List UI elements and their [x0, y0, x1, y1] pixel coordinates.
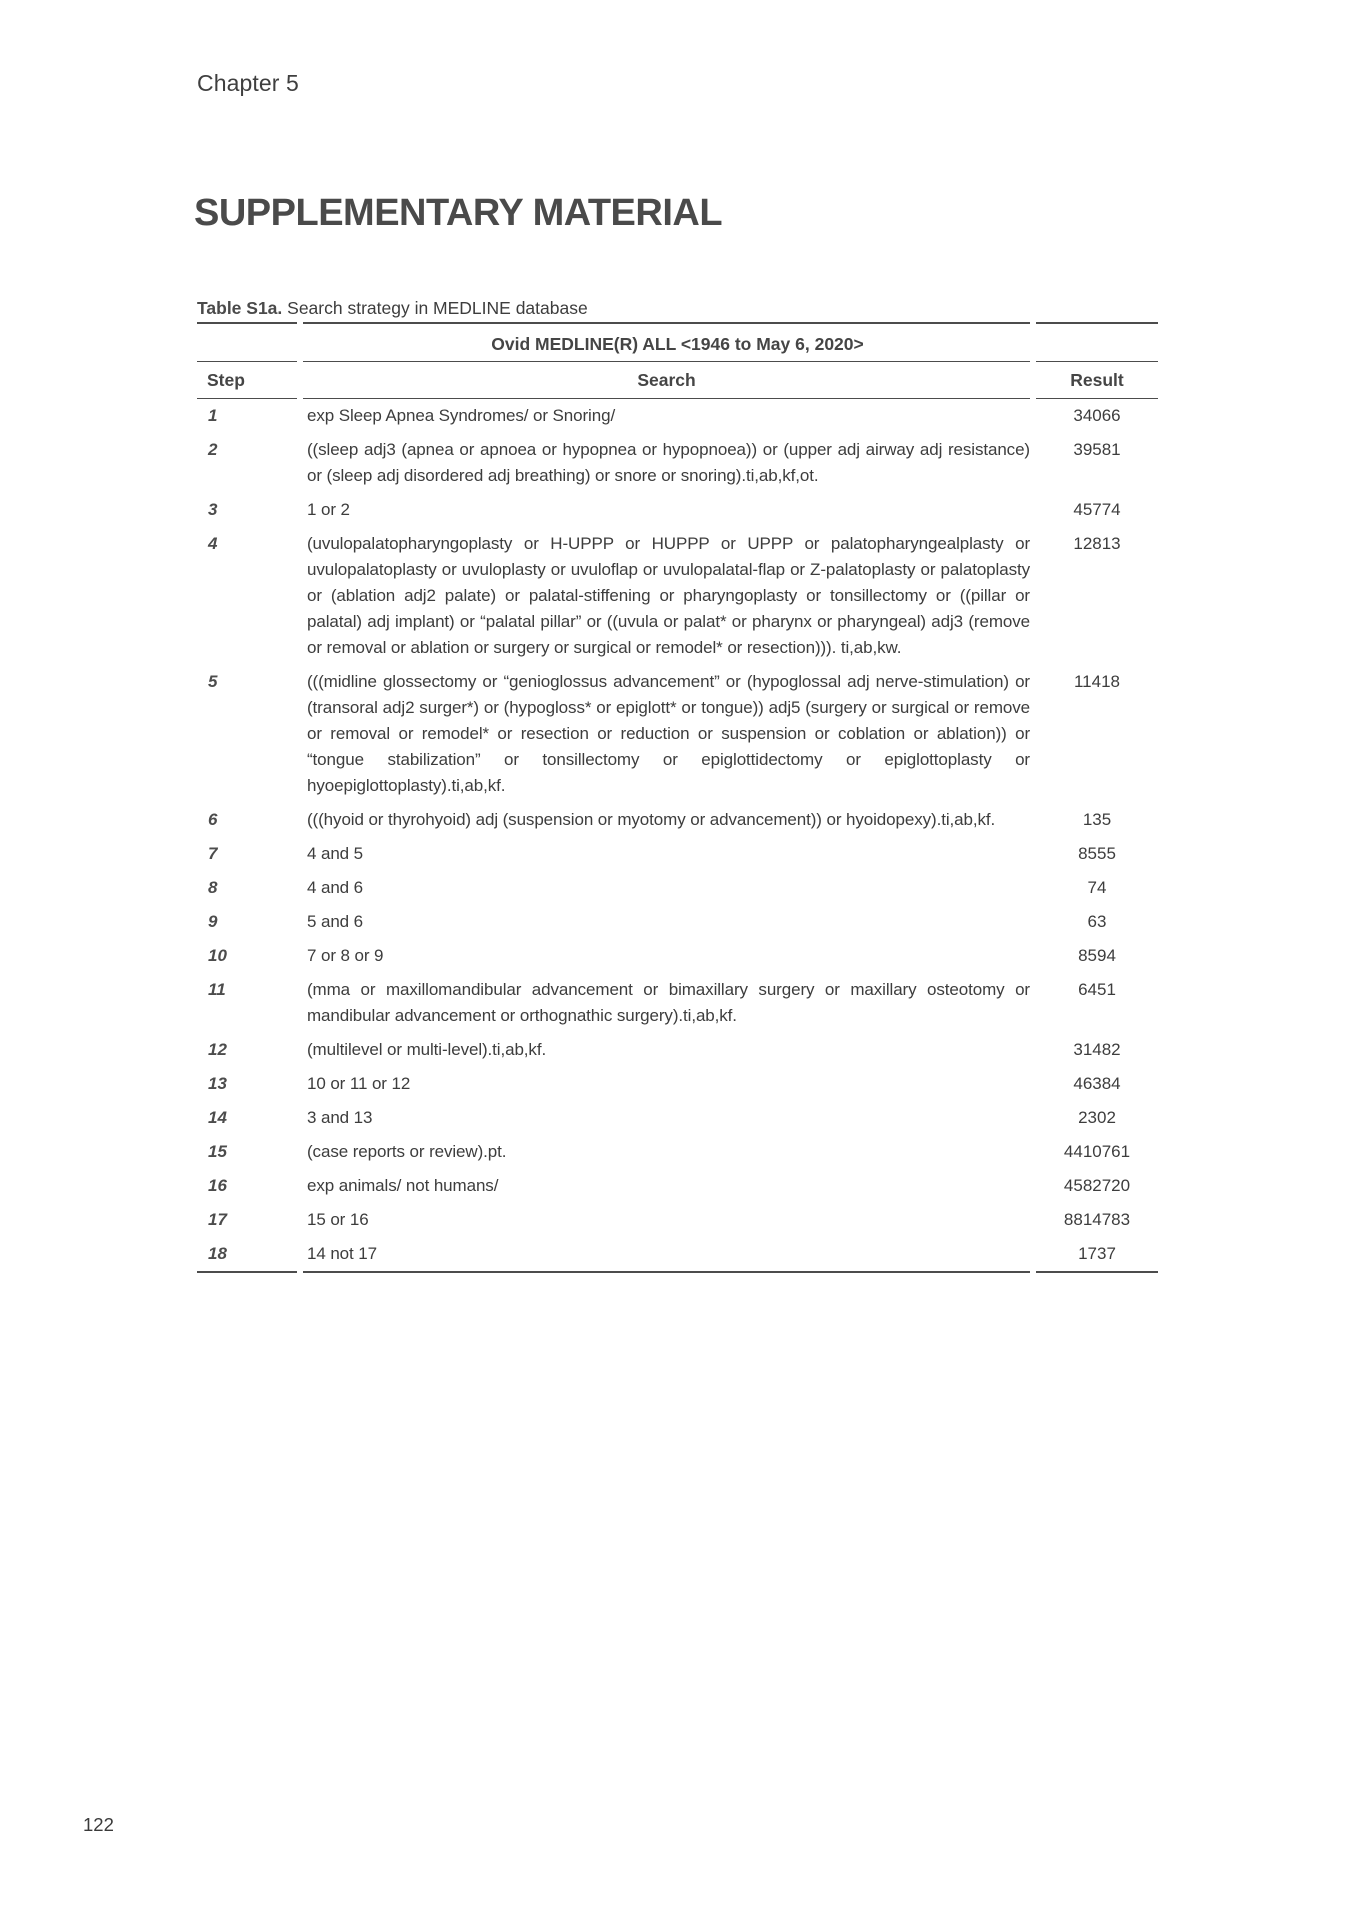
result-cell: 74: [1087, 878, 1107, 897]
table-span-header-row: [197, 324, 1158, 361]
result-cell: 12813: [1073, 534, 1121, 553]
search-cell: 7 or 8 or 9: [307, 946, 384, 965]
table-row: [197, 973, 1158, 1033]
result-cell: 63: [1087, 912, 1107, 931]
step-cell: 9: [208, 912, 218, 931]
result-cell: 45774: [1073, 500, 1121, 519]
result-cell: 34066: [1073, 406, 1121, 425]
step-cell: 12: [208, 1040, 227, 1059]
step-cell: 13: [208, 1074, 227, 1093]
result-cell: 8555: [1078, 844, 1116, 863]
page-number: 122: [83, 1814, 114, 1835]
table-row: [197, 665, 1158, 803]
step-cell: 10: [208, 946, 227, 965]
step-cell: 17: [208, 1210, 227, 1229]
search-cell: (((midline glossectomy or “genioglossus advancement” or (hypoglossal adj nerve-stimulation) or (transoral adj2 surger*) or (hypogloss* or epiglott* or tongue)) adj5 (surgery or surgical or remove or removal or remodel* or resection or reduction or suspension or coblation or ablation)) or “tongue stabilization” or tonsillectomy or epiglottidectomy or epiglottoplasty or hyoepiglottoplasty).ti,ab,kf.: [307, 672, 1030, 795]
table-row: [197, 433, 1158, 493]
result-cell: 11418: [1073, 672, 1120, 691]
table-row: [197, 1101, 1158, 1135]
result-cell: 31482: [1073, 1040, 1121, 1059]
result-cell: 8594: [1078, 946, 1116, 965]
table-column-header-row: [197, 362, 1158, 398]
step-cell: 3: [208, 500, 218, 519]
result-cell: 1737: [1078, 1244, 1116, 1263]
step-cell: 11: [208, 980, 226, 999]
search-cell: (((hyoid or thyrohyoid) adj (suspension or myotomy or advancement)) or hyoidopexy).ti,ab,kf.: [307, 810, 996, 829]
table-row: [197, 493, 1158, 527]
search-cell: (case reports or review).pt.: [307, 1142, 507, 1161]
search-cell: 4 and 5: [307, 844, 364, 863]
table-row: [197, 871, 1158, 905]
step-cell: 7: [208, 844, 218, 863]
table-row: [197, 1135, 1158, 1169]
table-span-header: Ovid MEDLINE(R) ALL <1946 to May 6, 2020>: [491, 334, 864, 354]
table-row: [197, 837, 1158, 871]
step-cell: 6: [208, 810, 218, 829]
step-cell: 16: [208, 1176, 227, 1195]
search-cell: (multilevel or multi-level).ti,ab,kf.: [307, 1040, 547, 1059]
step-cell: 4: [208, 534, 218, 553]
search-cell: 3 and 13: [307, 1108, 373, 1127]
table-row: [197, 527, 1158, 665]
table-caption-text: Search strategy in MEDLINE database: [282, 298, 588, 318]
table-row: [197, 399, 1158, 433]
search-cell: 15 or 16: [307, 1210, 369, 1229]
step-cell: 2: [208, 440, 218, 459]
search-cell: exp animals/ not humans/: [307, 1176, 499, 1195]
result-cell: 4410761: [1063, 1142, 1131, 1161]
search-cell: 14 not 17: [307, 1244, 377, 1263]
step-cell: 1: [208, 406, 218, 425]
result-cell: 4582720: [1063, 1176, 1131, 1195]
table-bottom-rule: [197, 1271, 1158, 1273]
search-cell: 1 or 2: [307, 500, 350, 519]
search-cell: 10 or 11 or 12: [307, 1074, 411, 1093]
search-cell: exp Sleep Apnea Syndromes/ or Snoring/: [307, 406, 616, 425]
table-row: [197, 1169, 1158, 1203]
result-cell: 8814783: [1063, 1210, 1131, 1229]
search-cell: (uvulopalatopharyngoplasty or H-UPPP or HUPPP or UPPP or palatopharyngealplasty or uvulopalatoplasty or uvuloplasty or uvuloflap or uvulopalatal-flap or Z-palatoplasty or palatoplasty or (ablation adj2 palate) or palatal-stiffening or pharyngoplasty or tonsillectomy or ((pillar or palatal) adj implant) or “palatal pillar” or ((uvula or palat* or pharynx or pharyngeal) adj3 (remove or removal or ablation or surgery or surgical or remodel* or resection))). ti,ab,kw.: [307, 534, 1030, 657]
table-row: [197, 1237, 1158, 1271]
step-cell: 18: [208, 1244, 227, 1263]
result-cell: 6451: [1078, 980, 1116, 999]
table-row: [197, 803, 1158, 837]
table-row: [197, 1203, 1158, 1237]
step-cell: 5: [208, 672, 218, 691]
table-row: [197, 905, 1158, 939]
result-cell: 39581: [1073, 440, 1121, 459]
result-cell: 46384: [1073, 1074, 1121, 1093]
column-header-result: Result: [1070, 370, 1124, 390]
search-cell: ((sleep adj3 (apnea or apnoea or hypopnea or hypopnoea)) or (upper adj airway adj resistance) or (sleep adj disordered adj breathing) or snore or snoring).ti,ab,kf,ot.: [307, 440, 1030, 485]
table-caption-number: Table S1a.: [197, 298, 283, 318]
step-cell: 8: [208, 878, 218, 897]
result-cell: 135: [1082, 810, 1112, 829]
table-body: [197, 399, 1158, 1271]
page-title: SUPPLEMENTARY MATERIAL: [194, 192, 723, 234]
search-cell: (mma or maxillomandibular advancement or bimaxillary surgery or maxillary osteotomy or mandibular advancement or orthognathic surgery).ti,ab,kf.: [307, 980, 1030, 1025]
step-cell: 15: [208, 1142, 227, 1161]
column-header-search: Search: [637, 370, 696, 390]
table-head: [197, 322, 1158, 399]
chapter-label: Chapter 5: [197, 70, 299, 96]
table-row: [197, 1067, 1158, 1101]
table-foot: [197, 1271, 1158, 1273]
search-strategy-table: [191, 322, 1164, 1273]
table-row: [197, 1033, 1158, 1067]
table-caption: [197, 298, 588, 319]
step-cell: 14: [208, 1108, 227, 1127]
search-cell: 5 and 6: [307, 912, 364, 931]
result-cell: 2302: [1078, 1108, 1116, 1127]
table-row: [197, 939, 1158, 973]
column-header-step: Step: [207, 370, 245, 390]
search-cell: 4 and 6: [307, 878, 364, 897]
